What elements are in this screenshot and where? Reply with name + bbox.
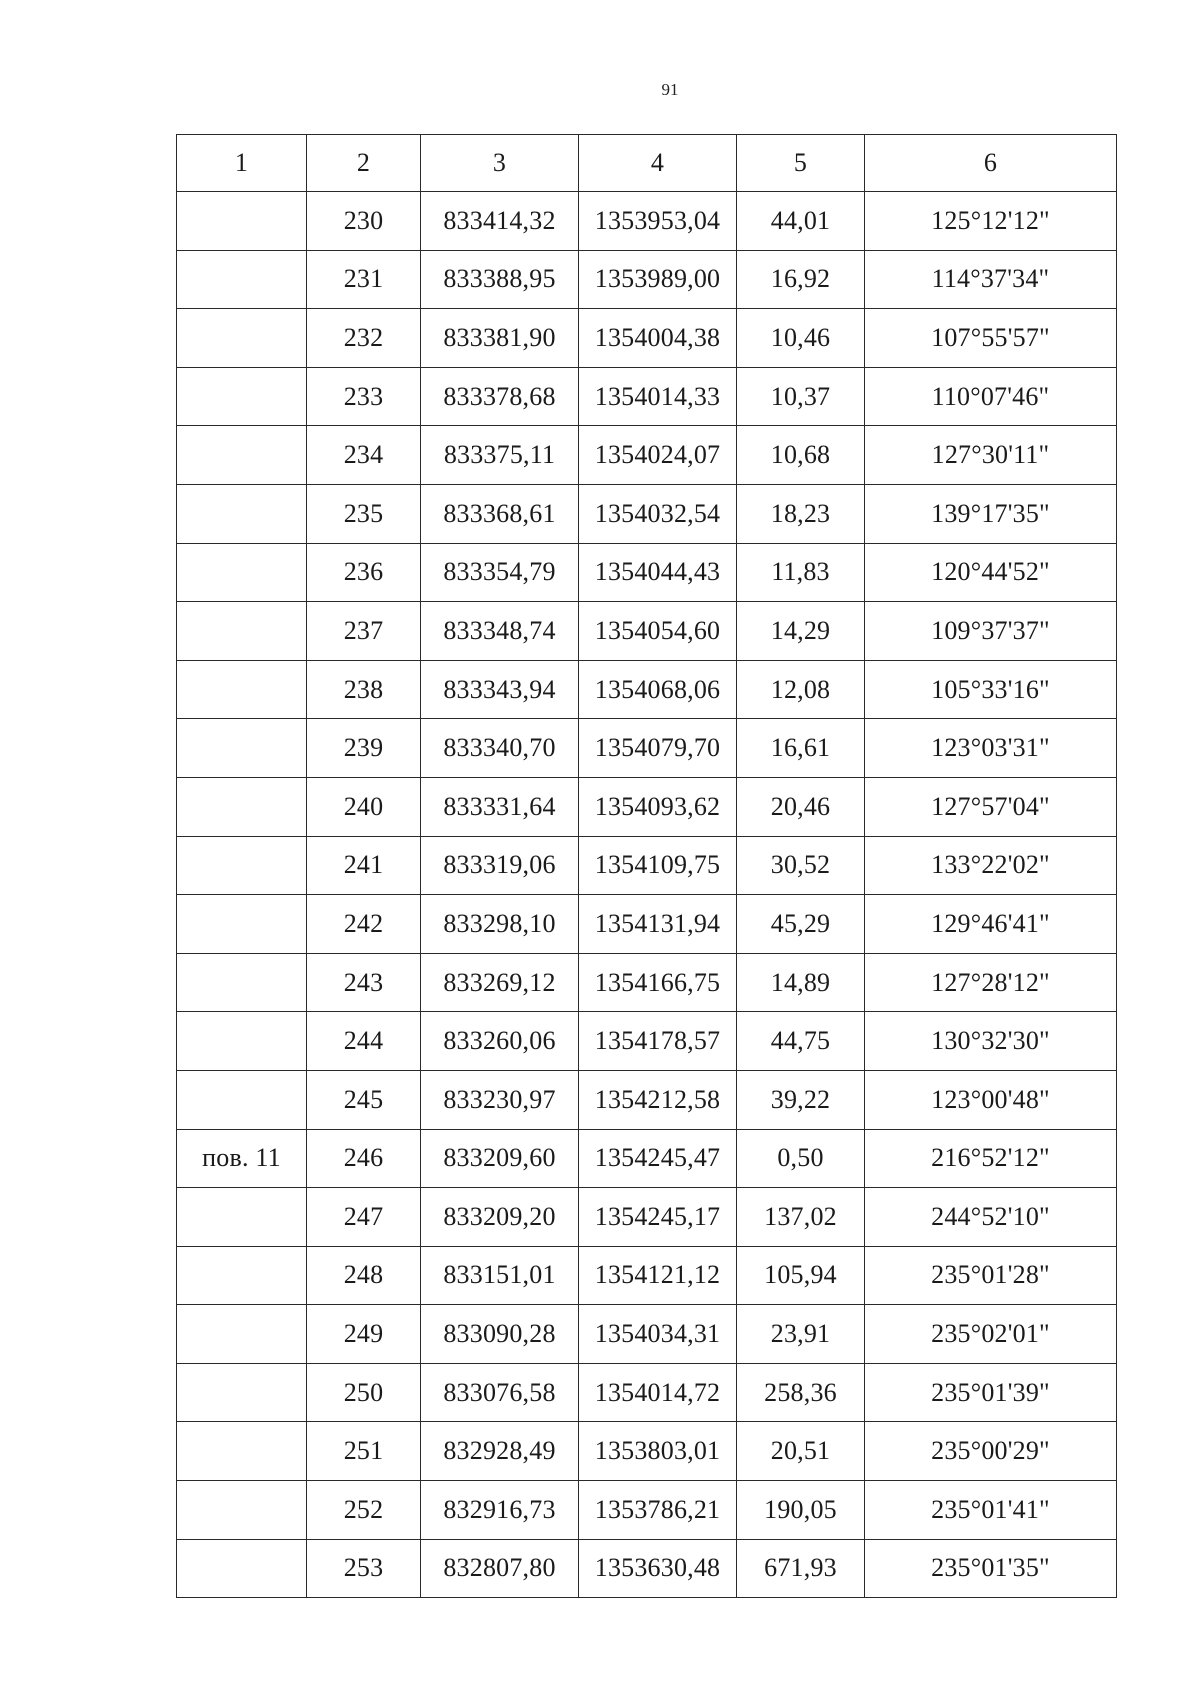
point-number-cell: 249	[307, 1305, 421, 1364]
bearing-cell: 127°57'04"	[865, 777, 1117, 836]
bearing-cell: 123°00'48"	[865, 1070, 1117, 1129]
x-coordinate-cell: 832807,80	[421, 1539, 579, 1598]
x-coordinate-cell: 833343,94	[421, 660, 579, 719]
x-coordinate-cell: 833209,60	[421, 1129, 579, 1188]
bearing-cell: 127°30'11"	[865, 426, 1117, 485]
point-number-cell: 232	[307, 309, 421, 368]
length-cell: 105,94	[737, 1246, 865, 1305]
x-coordinate-cell: 833090,28	[421, 1305, 579, 1364]
length-cell: 10,68	[737, 426, 865, 485]
bearing-cell: 109°37'37"	[865, 602, 1117, 661]
bearing-cell: 216°52'12"	[865, 1129, 1117, 1188]
section-cell	[177, 1188, 307, 1247]
x-coordinate-cell: 833354,79	[421, 543, 579, 602]
length-cell: 137,02	[737, 1188, 865, 1247]
bearing-cell: 244°52'10"	[865, 1188, 1117, 1247]
section-cell	[177, 777, 307, 836]
table-row	[177, 543, 1117, 602]
table-row	[177, 1422, 1117, 1481]
y-coordinate-cell: 1354014,33	[579, 367, 737, 426]
point-number-cell: 247	[307, 1188, 421, 1247]
point-number-cell: 246	[307, 1129, 421, 1188]
table-row	[177, 1246, 1117, 1305]
section-cell	[177, 1070, 307, 1129]
x-coordinate-cell: 833076,58	[421, 1363, 579, 1422]
section-cell	[177, 895, 307, 954]
x-coordinate-cell: 833319,06	[421, 836, 579, 895]
table-row	[177, 719, 1117, 778]
section-cell	[177, 192, 307, 251]
bearing-cell: 235°01'41"	[865, 1481, 1117, 1540]
length-cell: 16,61	[737, 719, 865, 778]
table-row	[177, 484, 1117, 543]
length-cell: 44,75	[737, 1012, 865, 1071]
bearing-cell: 235°00'29"	[865, 1422, 1117, 1481]
section-cell	[177, 1305, 307, 1364]
table-row	[177, 1070, 1117, 1129]
table-row	[177, 426, 1117, 485]
length-cell: 258,36	[737, 1363, 865, 1422]
table-row	[177, 1129, 1117, 1188]
bearing-cell: 125°12'12"	[865, 192, 1117, 251]
table-row	[177, 192, 1117, 251]
table-row	[177, 1363, 1117, 1422]
x-coordinate-cell: 833298,10	[421, 895, 579, 954]
table-row	[177, 1012, 1117, 1071]
y-coordinate-cell: 1353630,48	[579, 1539, 737, 1598]
point-number-cell: 238	[307, 660, 421, 719]
length-cell: 671,93	[737, 1539, 865, 1598]
y-coordinate-cell: 1353803,01	[579, 1422, 737, 1481]
table-row	[177, 602, 1117, 661]
section-cell	[177, 1363, 307, 1422]
table-row	[177, 1305, 1117, 1364]
section-cell	[177, 309, 307, 368]
bearing-cell: 120°44'52"	[865, 543, 1117, 602]
y-coordinate-cell: 1354212,58	[579, 1070, 737, 1129]
coordinates-table	[176, 134, 1117, 1598]
section-cell	[177, 719, 307, 778]
point-number-cell: 245	[307, 1070, 421, 1129]
y-coordinate-cell: 1354004,38	[579, 309, 737, 368]
section-cell: пов. 11	[177, 1129, 307, 1188]
y-coordinate-cell: 1354093,62	[579, 777, 737, 836]
section-cell	[177, 543, 307, 602]
length-cell: 30,52	[737, 836, 865, 895]
point-number-cell: 230	[307, 192, 421, 251]
table-row	[177, 836, 1117, 895]
length-cell: 39,22	[737, 1070, 865, 1129]
length-cell: 44,01	[737, 192, 865, 251]
point-number-cell: 252	[307, 1481, 421, 1540]
bearing-cell: 133°22'02"	[865, 836, 1117, 895]
x-coordinate-cell: 833151,01	[421, 1246, 579, 1305]
y-coordinate-cell: 1354245,47	[579, 1129, 737, 1188]
point-number-cell: 248	[307, 1246, 421, 1305]
y-coordinate-cell: 1354068,06	[579, 660, 737, 719]
point-number-cell: 237	[307, 602, 421, 661]
section-cell	[177, 1539, 307, 1598]
bearing-cell: 107°55'57"	[865, 309, 1117, 368]
length-cell: 20,46	[737, 777, 865, 836]
table-row	[177, 1481, 1117, 1540]
y-coordinate-cell: 1353989,00	[579, 250, 737, 309]
point-number-cell: 250	[307, 1363, 421, 1422]
bearing-cell: 114°37'34"	[865, 250, 1117, 309]
length-cell: 14,29	[737, 602, 865, 661]
section-cell	[177, 250, 307, 309]
point-number-cell: 242	[307, 895, 421, 954]
y-coordinate-cell: 1354245,17	[579, 1188, 737, 1247]
table-row	[177, 777, 1117, 836]
length-cell: 23,91	[737, 1305, 865, 1364]
point-number-cell: 241	[307, 836, 421, 895]
section-cell	[177, 484, 307, 543]
x-coordinate-cell: 833260,06	[421, 1012, 579, 1071]
y-coordinate-cell: 1354044,43	[579, 543, 737, 602]
bearing-cell: 235°01'39"	[865, 1363, 1117, 1422]
bearing-cell: 105°33'16"	[865, 660, 1117, 719]
coordinates-table-container	[176, 134, 1116, 1598]
section-cell	[177, 426, 307, 485]
bearing-cell: 139°17'35"	[865, 484, 1117, 543]
point-number-cell: 231	[307, 250, 421, 309]
x-coordinate-cell: 833378,68	[421, 367, 579, 426]
length-cell: 0,50	[737, 1129, 865, 1188]
y-coordinate-cell: 1354024,07	[579, 426, 737, 485]
x-coordinate-cell: 833368,61	[421, 484, 579, 543]
column-header: 1	[177, 135, 307, 192]
table-row	[177, 660, 1117, 719]
point-number-cell: 234	[307, 426, 421, 485]
column-header: 5	[737, 135, 865, 192]
column-header: 3	[421, 135, 579, 192]
x-coordinate-cell: 833340,70	[421, 719, 579, 778]
x-coordinate-cell: 833414,32	[421, 192, 579, 251]
x-coordinate-cell: 833269,12	[421, 953, 579, 1012]
point-number-cell: 239	[307, 719, 421, 778]
table-row	[177, 250, 1117, 309]
x-coordinate-cell: 833388,95	[421, 250, 579, 309]
column-header: 6	[865, 135, 1117, 192]
y-coordinate-cell: 1354178,57	[579, 1012, 737, 1071]
length-cell: 11,83	[737, 543, 865, 602]
table-row	[177, 895, 1117, 954]
y-coordinate-cell: 1353953,04	[579, 192, 737, 251]
y-coordinate-cell: 1354034,31	[579, 1305, 737, 1364]
table-row	[177, 309, 1117, 368]
length-cell: 16,92	[737, 250, 865, 309]
table-header-row	[177, 135, 1117, 192]
x-coordinate-cell: 833375,11	[421, 426, 579, 485]
bearing-cell: 127°28'12"	[865, 953, 1117, 1012]
bearing-cell: 235°01'28"	[865, 1246, 1117, 1305]
length-cell: 14,89	[737, 953, 865, 1012]
y-coordinate-cell: 1354131,94	[579, 895, 737, 954]
table-row	[177, 1539, 1117, 1598]
y-coordinate-cell: 1354166,75	[579, 953, 737, 1012]
y-coordinate-cell: 1354054,60	[579, 602, 737, 661]
point-number-cell: 240	[307, 777, 421, 836]
x-coordinate-cell: 833331,64	[421, 777, 579, 836]
page-number: 91	[661, 80, 679, 99]
y-coordinate-cell: 1353786,21	[579, 1481, 737, 1540]
y-coordinate-cell: 1354121,12	[579, 1246, 737, 1305]
section-cell	[177, 953, 307, 1012]
y-coordinate-cell: 1354109,75	[579, 836, 737, 895]
section-cell	[177, 836, 307, 895]
y-coordinate-cell: 1354032,54	[579, 484, 737, 543]
bearing-cell: 110°07'46"	[865, 367, 1117, 426]
section-cell	[177, 1422, 307, 1481]
x-coordinate-cell: 832916,73	[421, 1481, 579, 1540]
x-coordinate-cell: 833348,74	[421, 602, 579, 661]
length-cell: 190,05	[737, 1481, 865, 1540]
bearing-cell: 235°01'35"	[865, 1539, 1117, 1598]
table-row	[177, 1188, 1117, 1247]
y-coordinate-cell: 1354079,70	[579, 719, 737, 778]
section-cell	[177, 1012, 307, 1071]
length-cell: 10,46	[737, 309, 865, 368]
x-coordinate-cell: 832928,49	[421, 1422, 579, 1481]
length-cell: 20,51	[737, 1422, 865, 1481]
point-number-cell: 236	[307, 543, 421, 602]
column-header: 2	[307, 135, 421, 192]
x-coordinate-cell: 833230,97	[421, 1070, 579, 1129]
section-cell	[177, 660, 307, 719]
length-cell: 45,29	[737, 895, 865, 954]
point-number-cell: 251	[307, 1422, 421, 1481]
y-coordinate-cell: 1354014,72	[579, 1363, 737, 1422]
point-number-cell: 244	[307, 1012, 421, 1071]
table-row	[177, 953, 1117, 1012]
bearing-cell: 123°03'31"	[865, 719, 1117, 778]
bearing-cell: 235°02'01"	[865, 1305, 1117, 1364]
section-cell	[177, 367, 307, 426]
x-coordinate-cell: 833381,90	[421, 309, 579, 368]
length-cell: 10,37	[737, 367, 865, 426]
point-number-cell: 235	[307, 484, 421, 543]
table-body	[177, 135, 1117, 1598]
length-cell: 12,08	[737, 660, 865, 719]
section-cell	[177, 1246, 307, 1305]
length-cell: 18,23	[737, 484, 865, 543]
point-number-cell: 243	[307, 953, 421, 1012]
x-coordinate-cell: 833209,20	[421, 1188, 579, 1247]
point-number-cell: 233	[307, 367, 421, 426]
bearing-cell: 130°32'30"	[865, 1012, 1117, 1071]
table-row	[177, 367, 1117, 426]
column-header: 4	[579, 135, 737, 192]
point-number-cell: 253	[307, 1539, 421, 1598]
section-cell	[177, 602, 307, 661]
bearing-cell: 129°46'41"	[865, 895, 1117, 954]
section-cell	[177, 1481, 307, 1540]
